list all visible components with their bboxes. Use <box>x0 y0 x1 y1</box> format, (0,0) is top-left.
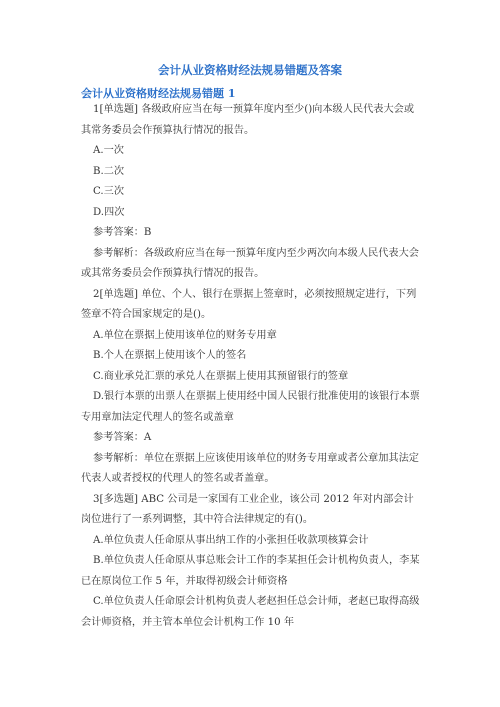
question-2-option-a: A.单位在票据上使用该单位的财务专用章 <box>93 329 277 341</box>
question-2-option-b: B.个人在票据上使用该个人的签名 <box>93 350 247 361</box>
question-2-option-c: C.商业承兑汇票的承兑人在票据上使用其预留银行的签章 <box>93 370 349 382</box>
question-2-answer: 参考答案：A <box>93 432 152 443</box>
question-1-analysis: 参考解析：各级政府应当在每一预算年度内至少两次向本级人民代表大会或其常务委员会作预算执行情况的报告。 <box>81 247 419 279</box>
document-body <box>81 100 421 633</box>
question-3-option-c: C.单位负责人任命原会计机构负责人老赵担任总会计师，老赵已取得高级会计师资格，并主管本单位会计机构工作 10 年 <box>81 596 420 628</box>
question-1-option-c: C.三次 <box>93 186 125 197</box>
question-3-stem: 3[多选题] ABC 公司是一家国有工业企业，该公司 2012 年对内部会计岗位进行了一系列调整，其中符合法律规定的有()。 <box>81 493 414 525</box>
question-1-stem: 1[单选题] 各级政府应当在每一预算年度内至少()向本级人民代表大会或其常务委员会作预算执行情况的报告。 <box>81 104 415 136</box>
question-1-option-b: B.二次 <box>93 165 125 177</box>
question-1-answer: 参考答案：B <box>93 227 152 238</box>
document-title: 会计从业资格财经法规易错题及答案 <box>158 63 342 77</box>
question-1-option-a: A.一次 <box>93 145 124 156</box>
question-2-option-d: D.银行本票的出票人在票据上使用经中国人民银行批准使用的该银行本票专用章加法定代理人的签名或盖章 <box>81 391 420 423</box>
question-3-option-b: B.单位负责人任命原从事总账会计工作的李某担任会计机构负责人，李某已在原岗位工作 5 年，并取得初级会计师资格 <box>81 555 420 587</box>
question-3-option-a: A.单位负责人任命原从事出纳工作的小张担任收款项核算会计 <box>93 534 369 546</box>
question-2-stem: 2[单选题] 单位、个人、银行在票据上签章时，必须按照规定进行，下列签章不符合国家规定的是()。 <box>81 288 417 320</box>
question-2-analysis: 参考解析：单位在票据上应该使用该单位的财务专用章或者公章加其法定代表人或者授权的代理人的签名或者盖章。 <box>81 452 419 484</box>
question-1-option-d: D.四次 <box>93 206 125 218</box>
section-heading: 会计从业资格财经法规易错题 1 <box>81 87 236 100</box>
